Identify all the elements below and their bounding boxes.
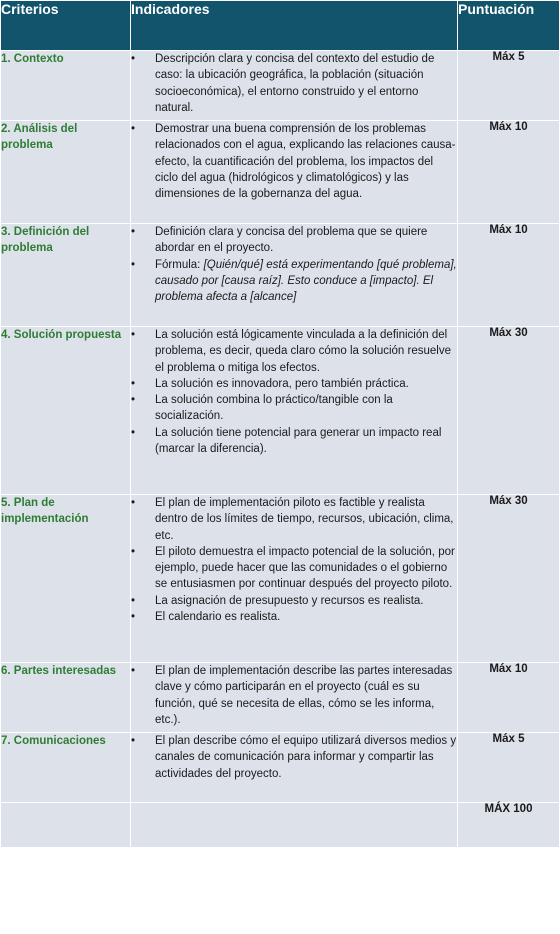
score-value: Máx 10 [458, 121, 560, 224]
indicator-item [131, 224, 457, 257]
table-row [1, 733, 560, 803]
indicator-item [131, 376, 457, 392]
indicator-item [131, 495, 457, 544]
indicator-item [131, 733, 457, 782]
header-row [1, 1, 560, 51]
formula-text: [Quién/qué] está experimentando [qué problema], causado por [causa raíz]. Esto conduce a [impacto]. El problema afecta a [alcance] [155, 258, 457, 304]
criterion-label: 7. Comunicaciones [1, 733, 131, 803]
score-value: Máx 5 [458, 51, 560, 121]
indicator-text: El plan de implementación describe las partes interesadas clave y cómo participarán en el proyecto (cuál es su función, qué se necesita de ellas, cómo se les informa, etc.). [155, 665, 453, 726]
header-criterios: Criterios [1, 1, 131, 51]
score-value: Máx 10 [458, 663, 560, 733]
indicator-text: El piloto demuestra el impacto potencial de la solución, por ejemplo, puede hacer que las comunidades o el gobierno se entusiasmen por continuar después del proyecto piloto. [155, 545, 455, 591]
indicators-cell [131, 733, 458, 803]
table-row [1, 495, 560, 663]
indicator-text: Descripción clara y concisa del contexto del estudio de caso: la ubicación geográfica, la población (situación socioeconómica), el entorno construido y el entorno natural. [155, 53, 435, 114]
indicators-cell [131, 495, 458, 663]
indicator-item [131, 51, 457, 116]
criterion-label: 6. Partes interesadas [1, 663, 131, 733]
table-row [1, 663, 560, 733]
indicator-list [131, 327, 457, 457]
score-value: Máx 5 [458, 733, 560, 803]
indicator-list [131, 663, 457, 728]
table-row [1, 51, 560, 121]
header-puntuacion: Puntuación [458, 1, 560, 51]
indicator-text: Demostrar una buena comprensión de los problemas relacionados con el agua, explicando las relaciones causa-efecto, la cuantificación del problema, los impactos del ciclo del agua (hidrológicos y climatológicos) y las dimensiones de la gobernanza del agua. [155, 123, 456, 201]
bullet-icon: • [131, 329, 136, 341]
indicators-cell [131, 663, 458, 733]
bullet-icon: • [131, 426, 136, 439]
score-value: Máx 30 [458, 327, 560, 495]
indicator-item [131, 392, 457, 425]
indicator-list [131, 733, 457, 782]
bullet-icon: • [131, 594, 136, 607]
indicator-text: Fórmula: [155, 258, 204, 271]
bullet-icon: • [131, 377, 136, 390]
bullet-icon: • [131, 735, 136, 747]
criterion-label: 4. Solución propuesta [1, 327, 131, 495]
table-row [1, 121, 560, 224]
indicator-list [131, 495, 457, 625]
indicator-text: La solución está lógicamente vinculada a la definición del problema, es decir, queda claro cómo la solución resuelve el problema o mitiga los efectos. [155, 329, 451, 374]
bullet-icon: • [131, 665, 136, 677]
criterion-label: 3. Definición del problema [1, 224, 131, 327]
bullet-icon: • [131, 226, 136, 238]
indicator-text: El plan describe cómo el equipo utilizará diversos medios y canales de comunicación para informar y compartir las actividades del proyecto. [155, 735, 457, 780]
indicator-item [131, 327, 457, 376]
indicators-cell [131, 121, 458, 224]
table-row [1, 224, 560, 327]
indicator-text: La asignación de presupuesto y recursos es realista. [155, 594, 424, 607]
total-score: MÁX 100 [458, 803, 560, 848]
indicator-text: El calendario es realista. [155, 611, 281, 624]
indicator-item [131, 425, 457, 458]
bullet-icon: • [131, 545, 136, 558]
score-value: Máx 10 [458, 224, 560, 327]
indicator-list [131, 224, 457, 305]
criterion-label: 2. Análisis del problema [1, 121, 131, 224]
indicator-item [131, 121, 457, 202]
indicators-cell [131, 51, 458, 121]
total-row [1, 803, 560, 848]
score-value: Máx 30 [458, 495, 560, 663]
indicator-item [131, 663, 457, 728]
indicator-item [131, 609, 457, 625]
bullet-icon: • [131, 497, 136, 509]
indicator-text: La solución combina lo práctico/tangible con la socialización. [155, 394, 393, 423]
indicator-list [131, 51, 457, 116]
indicator-text: La solución tiene potencial para generar un impacto real (marcar la diferencia). [155, 426, 442, 456]
bullet-icon: • [131, 53, 136, 65]
header-indicadores: Indicadores [131, 1, 458, 51]
total-empty-cell [131, 803, 458, 848]
indicator-item [131, 257, 457, 306]
indicator-text: La solución es innovadora, pero también práctica. [155, 377, 409, 390]
criterion-label: 5. Plan de implementación [1, 495, 131, 663]
indicators-cell [131, 224, 458, 327]
total-empty-cell [1, 803, 131, 848]
criterion-label: 1. Contexto [1, 51, 131, 121]
indicator-item [131, 544, 457, 593]
bullet-icon: • [131, 394, 136, 407]
table-row [1, 327, 560, 495]
indicator-text: El plan de implementación piloto es factible y realista dentro de los límites de tiempo, recursos, ubicación, clima, etc. [155, 497, 454, 542]
indicator-text: Definición clara y concisa del problema que se quiere abordar en el proyecto. [155, 226, 428, 255]
indicators-cell [131, 327, 458, 495]
bullet-icon: • [131, 258, 136, 271]
indicator-list [131, 121, 457, 202]
bullet-icon: • [131, 611, 136, 624]
bullet-icon: • [131, 123, 136, 135]
indicator-item [131, 593, 457, 609]
